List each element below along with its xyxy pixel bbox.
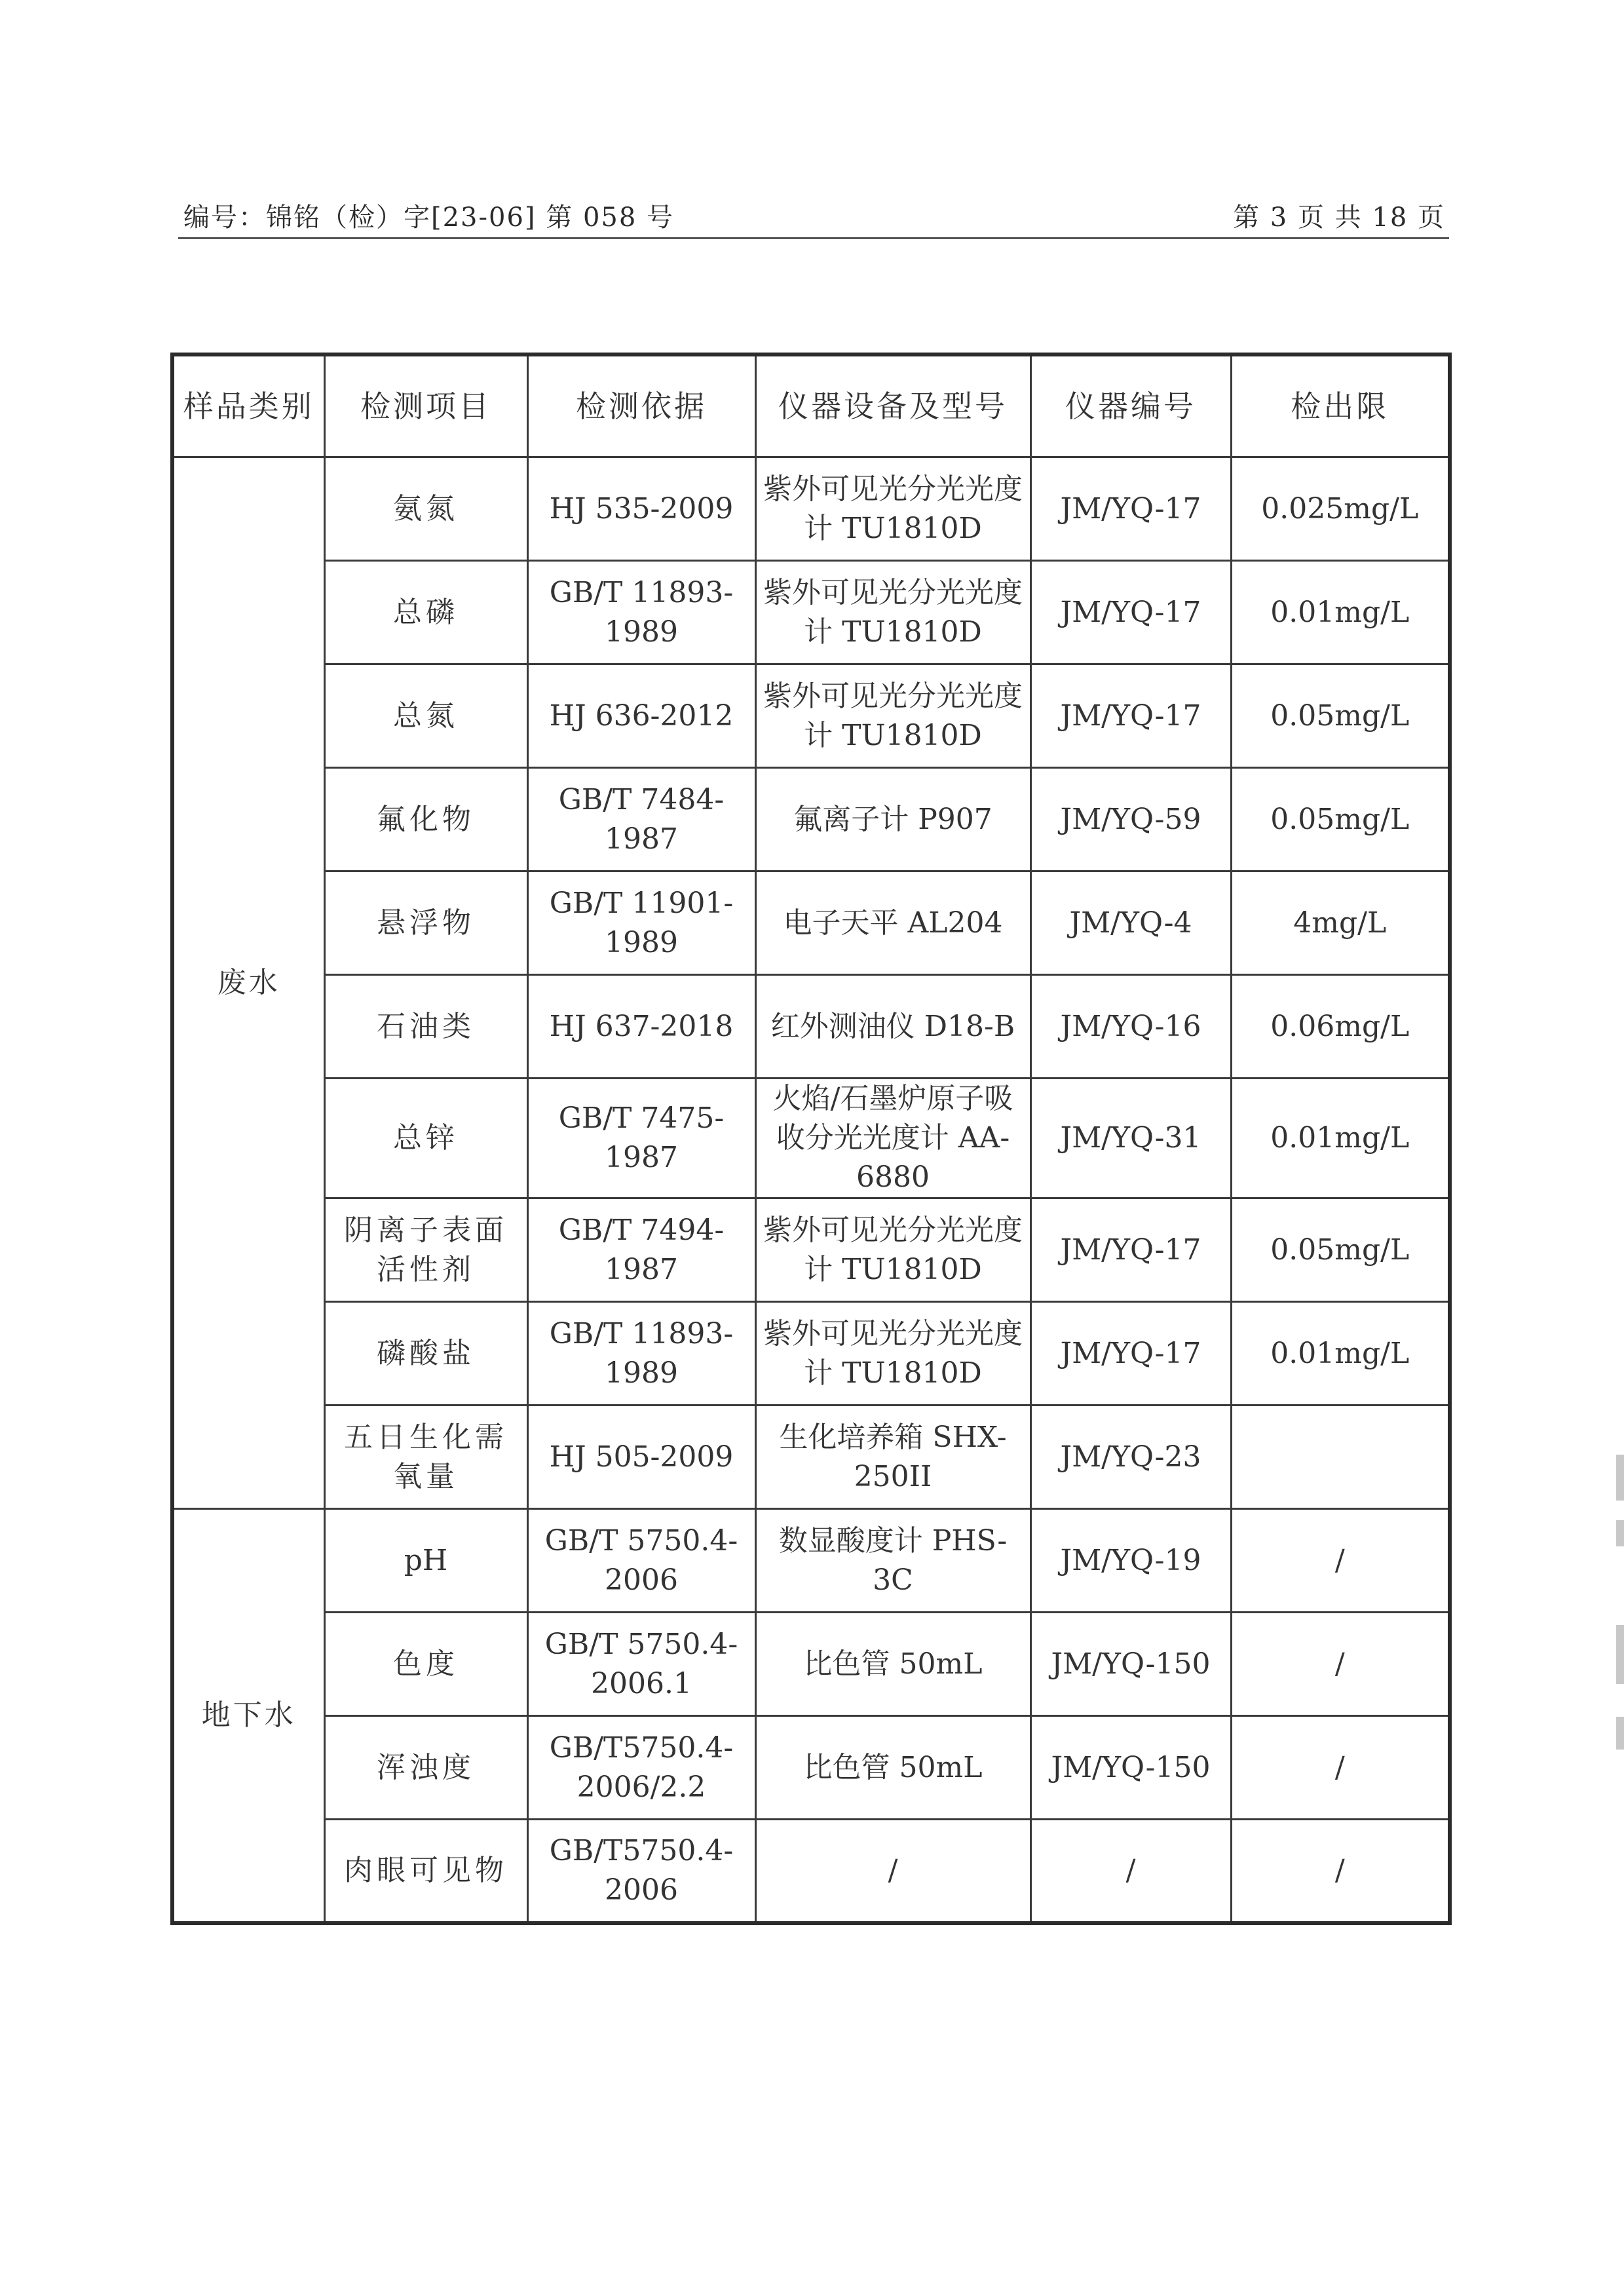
detection-limit-cell: 0.05mg/L (1231, 768, 1450, 871)
detection-limit-cell (1231, 1406, 1450, 1509)
instrument-cell: 电子天平 AL204 (755, 871, 1030, 975)
standard-cell: GB/T 11893-1989 (527, 561, 755, 664)
instrument-cell: 紫外可见光分光光度计 TU1810D (755, 1198, 1030, 1302)
detection-limit-cell: 0.01mg/L (1231, 1302, 1450, 1406)
table-row (172, 1820, 1450, 1923)
scan-edge-mark (1616, 1520, 1624, 1546)
column-header-instrument-number: 仪器编号 (1030, 354, 1231, 457)
test-item-cell: 浑浊度 (324, 1716, 527, 1820)
standard-cell: GB/T 7484-1987 (527, 768, 755, 871)
instrument-number-cell: JM/YQ-4 (1030, 871, 1231, 975)
instrument-cell: 比色管 50mL (755, 1716, 1030, 1820)
detection-limit-cell: 0.05mg/L (1231, 1198, 1450, 1302)
page-number: 第 3 页 共 18 页 (1233, 202, 1445, 233)
detection-limit-cell: 0.025mg/L (1231, 457, 1450, 561)
column-header-test-standard: 检测依据 (527, 354, 755, 457)
test-item-cell: 氟化物 (324, 768, 527, 871)
detection-limit-cell: / (1231, 1820, 1450, 1923)
test-item-cell: 磷酸盐 (324, 1302, 527, 1406)
document-number: 编号：锦铭（检）字[23-06] 第 058 号 (183, 202, 675, 233)
table-row (172, 664, 1450, 768)
standard-cell: HJ 637-2018 (527, 975, 755, 1079)
test-item-cell: 总锌 (324, 1079, 527, 1198)
test-item-cell: 色度 (324, 1613, 527, 1716)
standard-cell: GB/T 7494-1987 (527, 1198, 755, 1302)
test-item-cell: 肉眼可见物 (324, 1820, 527, 1923)
standard-cell: GB/T 11901-1989 (527, 871, 755, 975)
instrument-number-cell: / (1030, 1820, 1231, 1923)
detection-limit-cell: / (1231, 1509, 1450, 1613)
instrument-cell: 紫外可见光分光光度计 TU1810D (755, 457, 1030, 561)
scan-edge-mark (1616, 1717, 1624, 1750)
test-item-cell: 总氮 (324, 664, 527, 768)
instrument-cell: / (755, 1820, 1030, 1923)
instrument-cell: 红外测油仪 D18-B (755, 975, 1030, 1079)
detection-limit-cell: 0.06mg/L (1231, 975, 1450, 1079)
instrument-number-cell: JM/YQ-16 (1030, 975, 1231, 1079)
column-header-test-item: 检测项目 (324, 354, 527, 457)
table-row (172, 1716, 1450, 1820)
instrument-cell: 紫外可见光分光光度计 TU1810D (755, 1302, 1030, 1406)
detection-limit-cell: / (1231, 1613, 1450, 1716)
detection-limit-cell: 0.01mg/L (1231, 561, 1450, 664)
table-row (172, 1302, 1450, 1406)
table-row (172, 1509, 1450, 1613)
page-header (178, 190, 1449, 239)
instrument-cell: 数显酸度计 PHS-3C (755, 1509, 1030, 1613)
instrument-number-cell: JM/YQ-59 (1030, 768, 1231, 871)
instrument-number-cell: JM/YQ-150 (1030, 1716, 1231, 1820)
detection-method-table (170, 353, 1452, 1925)
sample-category-cell: 废水 (172, 457, 324, 1509)
table-row (172, 1613, 1450, 1716)
detection-method-table-wrapper (170, 353, 1448, 1925)
scan-edge-mark (1616, 1625, 1624, 1684)
standard-cell: GB/T5750.4-2006/2.2 (527, 1716, 755, 1820)
instrument-number-cell: JM/YQ-31 (1030, 1079, 1231, 1198)
table-row (172, 457, 1450, 561)
column-header-sample-type: 样品类别 (172, 354, 324, 457)
table-header-row (172, 354, 1450, 457)
standard-cell: GB/T5750.4-2006 (527, 1820, 755, 1923)
instrument-cell: 紫外可见光分光光度计 TU1810D (755, 664, 1030, 768)
instrument-number-cell: JM/YQ-23 (1030, 1406, 1231, 1509)
test-item-cell: 悬浮物 (324, 871, 527, 975)
table-row (172, 975, 1450, 1079)
detection-limit-cell: 4mg/L (1231, 871, 1450, 975)
test-item-cell: 总磷 (324, 561, 527, 664)
instrument-number-cell: JM/YQ-17 (1030, 457, 1231, 561)
instrument-number-cell: JM/YQ-17 (1030, 664, 1231, 768)
instrument-number-cell: JM/YQ-17 (1030, 561, 1231, 664)
table-row (172, 1079, 1450, 1198)
table-row (172, 1406, 1450, 1509)
standard-cell: GB/T 7475-1987 (527, 1079, 755, 1198)
standard-cell: GB/T 5750.4-2006.1 (527, 1613, 755, 1716)
instrument-cell: 火焰/石墨炉原子吸收分光光度计 AA-6880 (755, 1079, 1030, 1198)
column-header-instrument-model: 仪器设备及型号 (755, 354, 1030, 457)
instrument-cell: 氟离子计 P907 (755, 768, 1030, 871)
test-item-cell: pH (324, 1509, 527, 1613)
standard-cell: HJ 505-2009 (527, 1406, 755, 1509)
detection-limit-cell: / (1231, 1716, 1450, 1820)
column-header-detection-limit: 检出限 (1231, 354, 1450, 457)
instrument-number-cell: JM/YQ-150 (1030, 1613, 1231, 1716)
instrument-cell: 比色管 50mL (755, 1613, 1030, 1716)
instrument-number-cell: JM/YQ-17 (1030, 1302, 1231, 1406)
sample-category-cell: 地下水 (172, 1509, 324, 1923)
test-item-cell: 氨氮 (324, 457, 527, 561)
instrument-cell: 紫外可见光分光光度计 TU1810D (755, 561, 1030, 664)
standard-cell: GB/T 5750.4-2006 (527, 1509, 755, 1613)
test-item-cell: 阴离子表面活性剂 (324, 1198, 527, 1302)
detection-limit-cell: 0.05mg/L (1231, 664, 1450, 768)
scan-edge-mark (1616, 1455, 1624, 1501)
table-row (172, 1198, 1450, 1302)
table-row (172, 768, 1450, 871)
test-item-cell: 五日生化需氧量 (324, 1406, 527, 1509)
table-row (172, 561, 1450, 664)
detection-limit-cell: 0.01mg/L (1231, 1079, 1450, 1198)
test-item-cell: 石油类 (324, 975, 527, 1079)
standard-cell: HJ 535-2009 (527, 457, 755, 561)
table-row (172, 871, 1450, 975)
instrument-number-cell: JM/YQ-19 (1030, 1509, 1231, 1613)
instrument-cell: 生化培养箱 SHX-250II (755, 1406, 1030, 1509)
standard-cell: GB/T 11893-1989 (527, 1302, 755, 1406)
instrument-number-cell: JM/YQ-17 (1030, 1198, 1231, 1302)
standard-cell: HJ 636-2012 (527, 664, 755, 768)
